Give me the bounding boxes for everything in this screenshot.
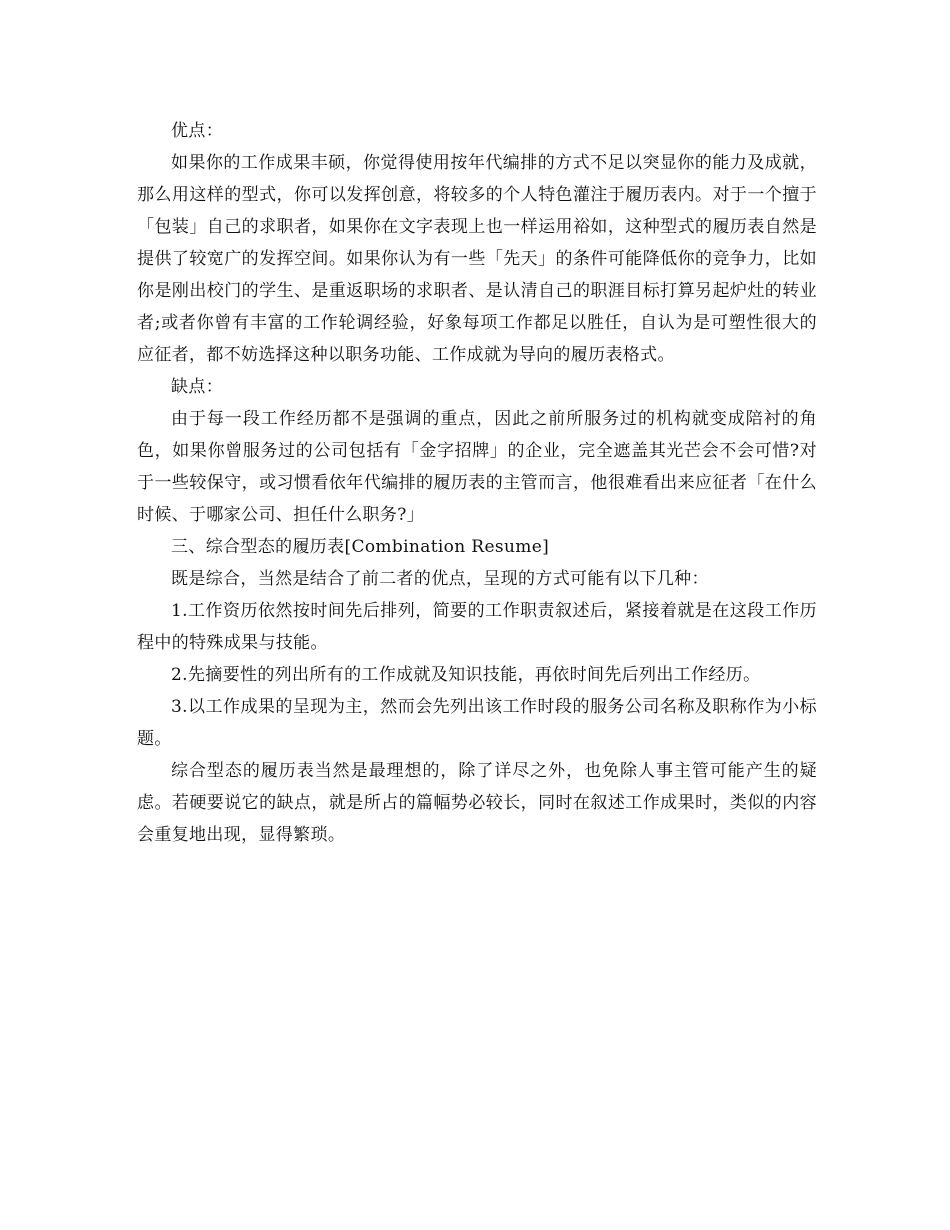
paragraph-disadvantages-text: 由于每一段工作经历都不是强调的重点，因此之前所服务过的机构就变成陪衬的角色，如果你曾服务过的公司包括有「金字招牌」的企业，完全遮盖其光芒会不会可惜?对于一些较保守，或习惯看依年代编排的履历表的主管而言，他很难看出来应征者「在什么时候、于哪家公司、担任什么职务?」	[137, 409, 817, 525]
list-item-1: 1.工作资历依然按时间先后排列，简要的工作职责叙述后，紧接着就是在这段工作历程中的特殊成果与技能。	[137, 601, 817, 653]
document-body	[137, 115, 817, 851]
section-heading-combination-resume: 三、综合型态的履历表[Combination Resume]	[171, 537, 550, 557]
paragraph-combination-summary: 综合型态的履历表当然是最理想的，除了详尽之外，也免除人事主管可能产生的疑虑。若硬要说它的缺点，就是所占的篇幅势必较长，同时在叙述工作成果时，类似的内容会重复地出现，显得繁琐。	[137, 761, 817, 845]
paragraph-advantages-text: 如果你的工作成果丰硕，你觉得使用按年代编排的方式不足以突显你的能力及成就，那么用这样的型式，你可以发挥创意，将较多的个人特色灌注于履历表内。对于一个擅于「包装」自己的求职者，如果你在文字表现上也一样运用裕如，这种型式的履历表自然是提供了较宽广的发挥空间。如果你认为有一些「先天」的条件可能降低你的竞争力，比如你是刚出校门的学生、是重返职场的求职者、是认清自己的职涯目标打算另起炉灶的转业者;或者你曾有丰富的工作轮调经验，好象每项工作都足以胜任，自认为是可塑性很大的应征者，都不妨选择这种以职务功能、工作成就为导向的履历表格式。	[137, 153, 817, 365]
paragraph-combination-intro: 既是综合，当然是结合了前二者的优点，呈现的方式可能有以下几种：	[171, 569, 709, 589]
list-item-3: 3.以工作成果的呈现为主，然而会先列出该工作时段的服务公司名称及职称作为小标题。	[137, 697, 817, 749]
list-item-2: 2.先摘要性的列出所有的工作成就及知识技能，再依时间先后列出工作经历。	[171, 665, 761, 685]
heading-advantages: 优点：	[171, 121, 224, 141]
heading-disadvantages: 缺点：	[171, 377, 224, 397]
